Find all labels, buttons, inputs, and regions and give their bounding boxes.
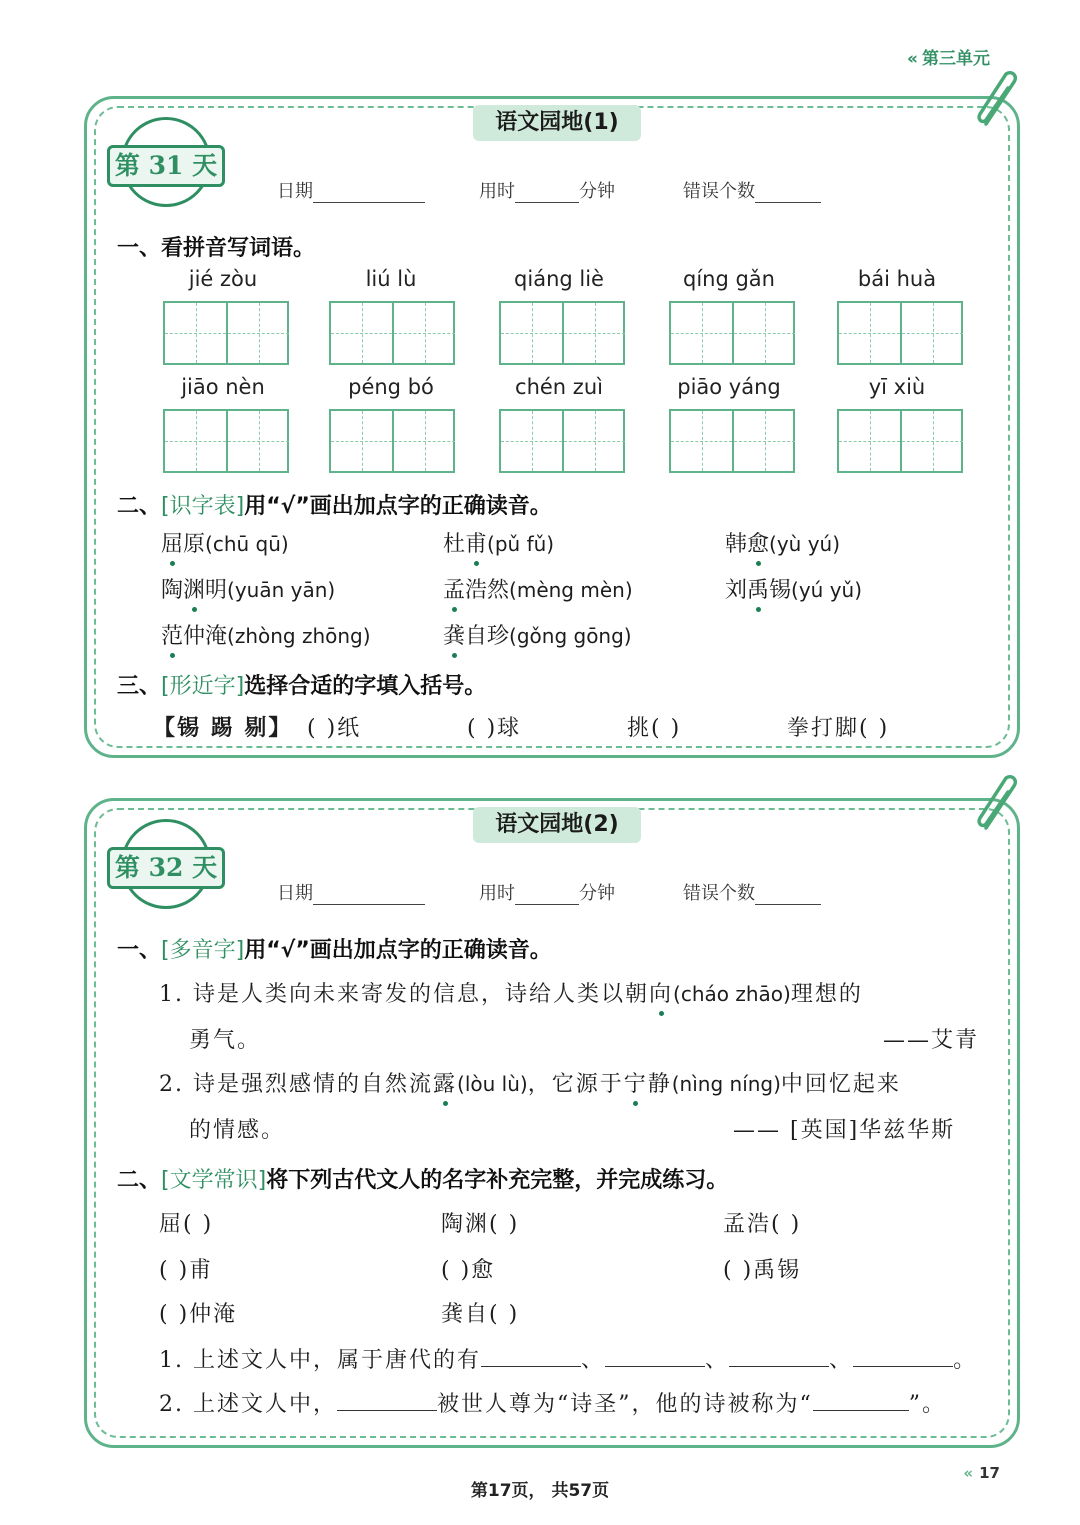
date-field: 日期 xyxy=(277,177,425,203)
question-1-line2: 勇气。 xyxy=(189,1028,262,1053)
section-3-title: 三、[形近字]选择合适的字填入括号。 xyxy=(117,674,487,699)
reading-item[interactable]: 屈原(chū qū) xyxy=(161,532,289,557)
name-blank[interactable]: ( )愈 xyxy=(441,1258,496,1283)
day31-badge xyxy=(107,117,225,215)
answer-blank xyxy=(605,1346,705,1367)
writing-grid[interactable] xyxy=(329,409,455,473)
writing-grid[interactable] xyxy=(837,409,963,473)
reading-item[interactable]: 孟浩然(mèng mèn) xyxy=(443,578,633,603)
section-tag: 识字表 xyxy=(169,494,236,519)
errors-field: 错误个数 xyxy=(683,879,821,905)
badge-label: 第 32 天 xyxy=(107,847,225,889)
writing-grid[interactable] xyxy=(499,409,625,473)
name-blank[interactable]: ( )禹锡 xyxy=(723,1258,802,1283)
paperclip-icon xyxy=(972,772,1026,836)
section-2-title: 二、[识字表]用“√”画出加点字的正确读音。 xyxy=(117,494,552,519)
fill-blank[interactable]: ( )球 xyxy=(467,716,522,741)
unit-text: 第三单元 xyxy=(922,49,990,69)
writing-grid[interactable] xyxy=(669,409,795,473)
chevron-left-icon: « xyxy=(907,49,918,69)
writing-grid[interactable] xyxy=(669,301,795,365)
reading-item[interactable]: 陶渊明(yuān yān) xyxy=(161,578,336,603)
reading-item[interactable]: 韩愈(yù yú) xyxy=(725,532,841,557)
page-number: « 17 xyxy=(963,1464,1000,1482)
name-blank[interactable]: ( )仲淹 xyxy=(159,1302,238,1327)
pinyin-label: bái huà xyxy=(857,267,937,291)
day32-badge xyxy=(107,819,225,917)
day31-card xyxy=(84,96,1020,758)
date-blank[interactable] xyxy=(313,184,425,203)
pinyin-label: liú lù xyxy=(365,267,417,291)
quote-author: —— [英国]华兹华斯 xyxy=(733,1118,956,1143)
reading-item[interactable]: 范仲淹(zhòng zhōng) xyxy=(161,624,371,649)
fill-blank[interactable]: 拳打脚( ) xyxy=(787,716,890,741)
badge-label: 第 31 天 xyxy=(107,145,225,187)
time-field: 用时 分钟 xyxy=(479,181,615,202)
answer-blank xyxy=(729,1346,829,1367)
answer-blank xyxy=(853,1346,953,1367)
answer-blank xyxy=(337,1390,437,1411)
name-blank[interactable]: ( )甫 xyxy=(159,1258,214,1283)
fill-blank[interactable]: 挑( ) xyxy=(627,716,682,741)
reading-item[interactable]: 龚自珍(gǒng gōng) xyxy=(443,624,632,649)
time-field: 用时 分钟 xyxy=(479,883,615,904)
answer-blank xyxy=(481,1346,581,1367)
page-footer: 第17页， 共57页 xyxy=(470,1481,610,1501)
section-tag: 文学常识 xyxy=(169,1168,258,1193)
name-blank[interactable]: 孟浩( ) xyxy=(723,1212,802,1237)
pinyin-label: jié zòu xyxy=(188,267,258,291)
section-2-title: 二、[文学常识]将下列古代文人的名字补充完整，并完成练习。 xyxy=(117,1168,729,1193)
writing-grid[interactable] xyxy=(163,301,289,365)
chevron-left-icon: « xyxy=(963,1464,974,1482)
writing-grid[interactable] xyxy=(499,301,625,365)
day31-title: 语文园地(1) xyxy=(473,105,641,141)
section-1-title: 一、[多音字]用“√”画出加点字的正确读音。 xyxy=(117,938,552,963)
time-blank[interactable] xyxy=(515,184,579,203)
section-tag: 多音字 xyxy=(169,938,236,963)
section-1-title: 一、看拼音写词语。 xyxy=(117,236,316,261)
writing-grid[interactable] xyxy=(837,301,963,365)
pinyin-label: chén zuì xyxy=(515,375,603,399)
question-2-line2: 的情感。 xyxy=(189,1118,286,1143)
day32-title: 语文园地(2) xyxy=(473,807,641,843)
pinyin-label: qíng gǎn xyxy=(683,267,775,291)
pinyin-label: jiāo nèn xyxy=(181,375,265,399)
reading-item[interactable]: 刘禹锡(yú yǔ) xyxy=(725,578,863,603)
pinyin-label: yī xiù xyxy=(868,375,926,399)
date-blank[interactable] xyxy=(313,886,425,905)
fill-blank[interactable]: ( )纸 xyxy=(307,716,362,741)
time-blank[interactable] xyxy=(515,886,579,905)
exercise-1[interactable]: 1. 上述文人中，属于唐代的有 、 、 、 。 xyxy=(159,1348,978,1373)
exercise-2[interactable]: 2. 上述文人中， 被世人尊为“诗圣”，他的诗被称为“ ”。 xyxy=(159,1392,947,1417)
word-options: 【锡 踢 剔】 xyxy=(153,715,293,741)
errors-field: 错误个数 xyxy=(683,177,821,203)
section-tag: 形近字 xyxy=(169,674,236,699)
question-2[interactable]: 2. 诗是强烈感情的自然流露(lòu lù)，它源于宁静(nìng níng)中回忆起来 xyxy=(159,1072,901,1097)
pinyin-label: qiáng liè xyxy=(514,267,604,291)
reading-item[interactable]: 杜甫(pǔ fǔ) xyxy=(443,532,555,557)
unit-label xyxy=(907,44,990,69)
name-blank[interactable]: 龚自( ) xyxy=(441,1302,520,1327)
writing-grid[interactable] xyxy=(329,301,455,365)
date-field: 日期 xyxy=(277,879,425,905)
day32-card xyxy=(84,798,1020,1448)
errors-blank[interactable] xyxy=(755,184,821,203)
pinyin-label: péng bó xyxy=(348,375,434,399)
pinyin-label: piāo yáng xyxy=(677,375,781,399)
name-blank[interactable]: 陶渊( ) xyxy=(441,1212,520,1237)
errors-blank[interactable] xyxy=(755,886,821,905)
question-1[interactable]: 1. 诗是人类向未来寄发的信息，诗给人类以朝向(cháo zhāo)理想的 xyxy=(159,982,863,1007)
quote-author: ——艾青 xyxy=(883,1028,980,1053)
writing-grid[interactable] xyxy=(163,409,289,473)
answer-blank xyxy=(813,1390,909,1411)
name-blank[interactable]: 屈( ) xyxy=(159,1212,214,1237)
paperclip-icon xyxy=(972,68,1026,132)
